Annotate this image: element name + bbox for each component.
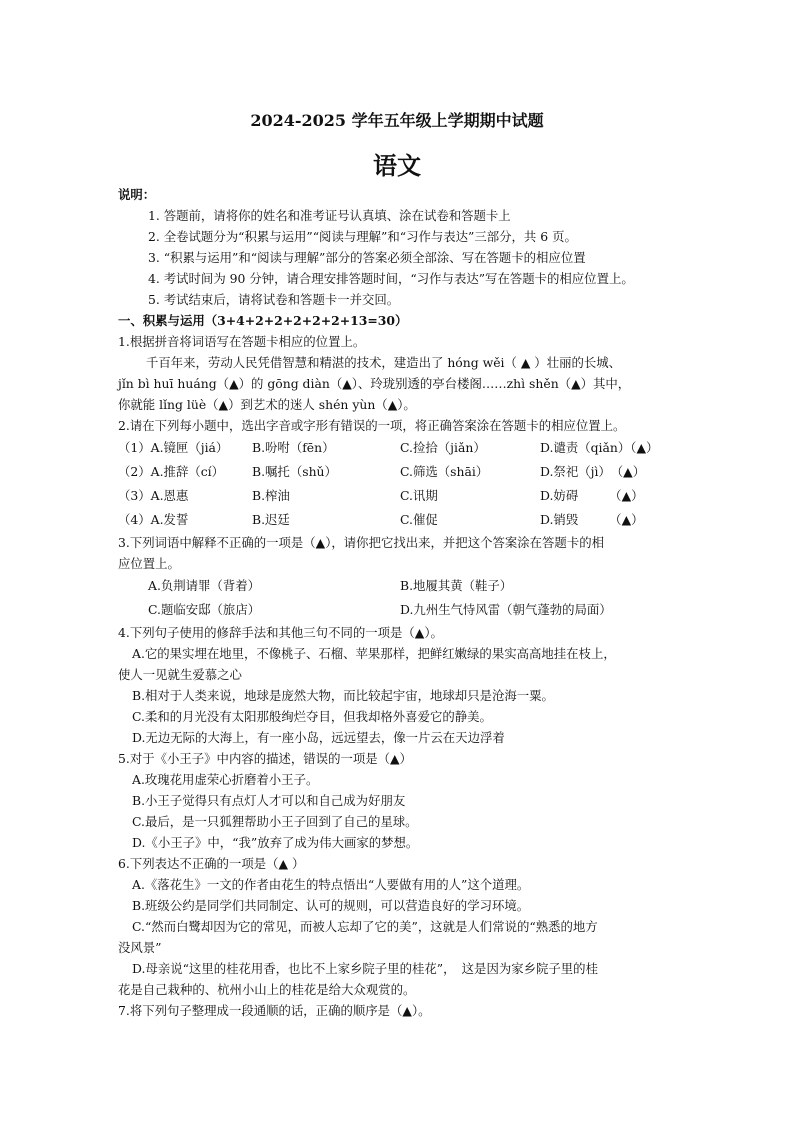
option-cell: B.迟廷 <box>252 512 290 527</box>
question-4-line: B.相对于人类来说，地球是庞然大物，而比较起宇宙，地球却只是沧海一粟。 <box>132 688 554 703</box>
option-cell: （1）A.镜匣（jiá） <box>118 440 229 455</box>
question-6-stem: 6.下列表达不正确的一项是（▲ ） <box>118 856 305 871</box>
question-5-option: D.《小王子》中，“我”放弃了成为伟大画家的梦想。 <box>132 835 419 850</box>
question-2-stem: 2.请在下列每小题中，选出字音或字形有错误的一项，将正确答案涂在答题卡的相应位置上。 <box>118 418 626 433</box>
option-cell: B.地履其黄（鞋子） <box>400 578 513 593</box>
option-cell: C.讯期 <box>400 488 438 503</box>
question-6-line: 花是自己栽种的、杭州小山上的桂花是给大众观赏的。 <box>118 982 416 997</box>
question-4-line: D.无边无际的大海上，有一座小岛，远远望去，像一片云在天边浮着 <box>132 730 505 745</box>
option-cell: C.筛选（shāi） <box>400 464 489 479</box>
instruction-item: 3. “积累与运用”和“阅读与理解”部分的答案必须全部涂、写在答题卡的相应位置 <box>148 250 586 265</box>
instruction-item: 2. 全卷试题分为“积累与运用”“阅读与理解”和“习作与表达”三部分，共 6 页。 <box>148 229 577 244</box>
question-4-line: 使人一见就生爱慕之心 <box>118 667 242 682</box>
question-3-stem: 应位置上。 <box>118 556 180 571</box>
question-6-line: B.班级公约是同学们共同制定、认可的规则，可以营造良好的学习环境。 <box>132 898 530 913</box>
question-3-options <box>118 574 678 598</box>
instruction-item: 5. 考试结束后，请将试卷和答题卡一并交回。 <box>148 292 400 307</box>
question-6-line: D.母亲说“这里的桂花用香，也比不上家乡院子里的桂花”， 这是因为家乡院子里的桂 <box>132 961 598 976</box>
question-5-option: B.小王子觉得只有点灯人才可以和自己成为好朋友 <box>132 793 406 808</box>
option-cell: B.榨油 <box>252 488 290 503</box>
question-2-row <box>118 436 678 460</box>
option-cell: C.捡拾（jiǎn） <box>400 440 486 455</box>
section-heading: 一、积累与运用（3+4+2+2+2+2+2+13=30） <box>118 313 408 328</box>
question-5-option: A.玫瑰花用虚荣心折磨着小王子。 <box>132 772 319 787</box>
question-3-options <box>118 598 678 622</box>
question-5-stem: 5.对于《小王子》中内容的描述，错误的一项是（▲） <box>118 751 412 766</box>
question-4-stem: 4.下列句子使用的修辞手法和其他三句不同的一项是（▲）。 <box>118 625 443 640</box>
option-cell: A.负荆请罪（背着） <box>148 578 261 593</box>
option-cell: D.妨碍 （▲） <box>540 488 644 503</box>
option-cell: （3）A.恩惠 <box>118 488 189 503</box>
option-cell: B.吩咐（fēn） <box>252 440 335 455</box>
option-cell: C.催促 <box>400 512 438 527</box>
question-1-line: 千百年来，劳动人民凭借智慧和精湛的技术，建造出了 hóng wěi（ ▲ ）壮丽的长城、 <box>146 355 622 370</box>
subject-title: 语文 <box>373 151 421 180</box>
instruction-item: 4. 考试时间为 90 分钟，请合理安排答题时间，“习作与表达”写在答题卡的相应位置上。 <box>148 271 634 286</box>
question-4-line: A.它的果实埋在地里，不像桃子、石榴、苹果那样，把鲜红嫩绿的果实高高地挂在枝上， <box>132 646 616 661</box>
question-6-line: 没风景” <box>118 940 162 955</box>
question-1-line: jǐn bì huī huáng（▲）的 gōng diàn（▲）、玲珑别透的亭台楼阁……zhì shěn（▲）其中， <box>118 376 631 391</box>
option-cell: D.谴责（qiǎn）（▲） <box>540 440 659 455</box>
question-1-line: 你就能 lǐng lüè（▲）到艺术的迷人 shén yùn（▲）。 <box>118 397 416 412</box>
exam-title: 2024-2025 学年五年级上学期期中试题 <box>250 111 544 130</box>
instructions-heading: 说明： <box>118 187 156 202</box>
question-3-stem: 3.下列词语中解释不正确的一项是（▲），请你把它找出来，并把这个答案涂在答题卡的相 <box>118 535 604 550</box>
option-cell: B.嘱托（shǔ） <box>252 464 337 479</box>
option-cell: C.题临安邸（旅店） <box>148 602 261 617</box>
question-1-stem: 1.根据拼音将词语写在答题卡相应的位置上。 <box>118 334 366 349</box>
instruction-item: 1. 答题前，请将你的姓名和准考证号认真填、涂在试卷和答题卡上 <box>148 208 511 223</box>
question-6-line: C.“然而白鹭却因为它的常见，而被人忘却了它的美”，这就是人们常说的“熟悉的地方 <box>132 919 598 934</box>
question-7-stem: 7.将下列句子整理成一段通顺的话，正确的顺序是（▲）。 <box>118 1003 431 1018</box>
option-cell: （2）A.推辞（cí） <box>118 464 225 479</box>
question-2-row <box>118 460 678 484</box>
question-2-row <box>118 484 678 508</box>
option-cell: D.销毁 （▲） <box>540 512 644 527</box>
exam-content <box>118 184 678 1021</box>
question-4-line: C.柔和的月光没有太阳那般绚烂夺目，但我却格外喜爱它的静美。 <box>132 709 492 724</box>
question-5-option: C.最后，是一只狐狸帮助小王子回到了自己的星球。 <box>132 814 418 829</box>
question-6-line: A.《落花生》一文的作者由花生的特点悟出“人要做有用的人”这个道理。 <box>132 877 530 892</box>
option-cell: D.九州生气恃风雷（朝气蓬勃的局面） <box>400 602 612 617</box>
question-2-row <box>118 508 678 532</box>
option-cell: （4）A.发誓 <box>118 512 189 527</box>
option-cell: D.祭祀（jì） （▲） <box>540 464 646 479</box>
